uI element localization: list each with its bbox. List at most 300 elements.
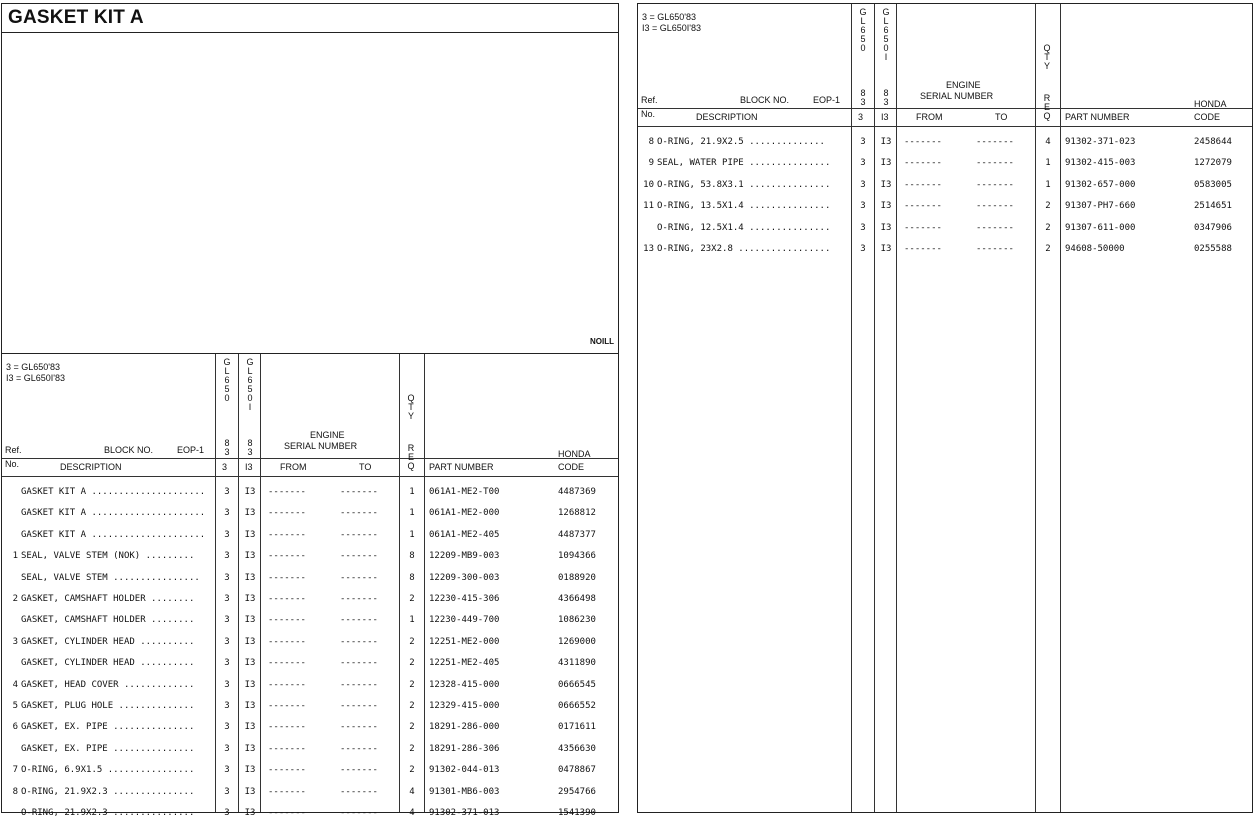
model1-flag: 3	[224, 701, 230, 711]
part-description: GASKET KIT A .....................	[21, 508, 206, 519]
honda-code: 4311890	[558, 658, 596, 669]
model-letter: 0	[860, 43, 866, 53]
code-heading: CODE	[558, 462, 585, 472]
part-description: GASKET, CYLINDER HEAD ..........	[21, 658, 195, 669]
qty-required: 1	[1045, 179, 1051, 190]
part-number: 12251-ME2-405	[429, 658, 500, 669]
serial-number-heading: SERIAL NUMBER	[920, 91, 994, 101]
serial-from: -------	[268, 551, 306, 562]
part-number: 91301-MB6-003	[429, 786, 500, 797]
serial-from: -------	[268, 679, 306, 690]
part-description: GASKET KIT A .....................	[21, 529, 206, 540]
serial-from: -------	[268, 594, 306, 604]
table-row	[2, 653, 618, 674]
part-number: 91302-371-013	[429, 808, 500, 818]
model1-flag: 3	[224, 658, 230, 669]
honda-code: 2954766	[558, 786, 596, 797]
serial-to: -------	[340, 529, 378, 540]
part-number: 91302-044-013	[429, 765, 500, 776]
qty-required: 2	[409, 636, 415, 647]
part-description: SEAL, VALVE STEM (NOK) .........	[21, 551, 195, 562]
model-column-heading	[244, 358, 256, 412]
part-number: 12329-415-000	[429, 701, 500, 711]
qty-heading	[405, 394, 417, 421]
from-heading: FROM	[916, 112, 943, 122]
qty-required: 2	[409, 679, 415, 690]
part-description: O-RING, 53.8X3.1 ...............	[657, 179, 831, 190]
title-divider	[2, 32, 618, 33]
model-letter: 6	[224, 375, 230, 385]
part-number: 18291-286-000	[429, 722, 500, 733]
model-letter: G	[882, 7, 890, 17]
serial-from: -------	[268, 529, 306, 540]
req-letter: Q	[407, 461, 415, 471]
req-letter: E	[407, 452, 414, 462]
ref-number: 8	[648, 137, 654, 147]
part-description: GASKET, CAMSHAFT HOLDER ........	[21, 594, 195, 604]
honda-code: 2458644	[1194, 137, 1232, 147]
part-description: O-RING, 21.9X2.5 ..............	[657, 137, 825, 147]
column-header-divider	[638, 108, 1252, 109]
model2-flag: I3	[244, 765, 256, 776]
part-number: 061A1-ME2-T00	[429, 487, 500, 497]
part-description: O-RING, 6.9X1.5 ................	[21, 765, 195, 776]
part-number: 91302-657-000	[1065, 179, 1136, 190]
model-year-digit: 3	[224, 447, 230, 457]
part-number: 12230-449-700	[429, 615, 500, 626]
ref-number: 10	[643, 179, 654, 190]
qty-required: 8	[409, 572, 415, 583]
honda-code: 1094366	[558, 551, 596, 562]
serial-to: -------	[340, 487, 378, 497]
ref-number: 9	[648, 158, 654, 169]
table-row	[2, 589, 618, 610]
qty-required: 2	[409, 594, 415, 604]
part-number: 94608-50000	[1065, 244, 1125, 254]
model2-flag: I3	[244, 658, 256, 669]
model-code-heading: I3	[881, 112, 889, 122]
serial-to: -------	[976, 201, 1014, 212]
honda-code: 1541390	[558, 808, 596, 818]
serial-from: -------	[904, 244, 942, 254]
qty-required: 2	[1045, 244, 1051, 254]
table-row	[2, 610, 618, 631]
honda-code: 4366498	[558, 594, 596, 604]
part-description: GASKET, CYLINDER HEAD ..........	[21, 636, 195, 647]
model1-flag: 3	[224, 529, 230, 540]
ref-number: 11	[643, 201, 654, 212]
ref-number: 1	[12, 551, 18, 562]
model-year-digit: 3	[860, 97, 866, 107]
honda-code: 0583005	[1194, 179, 1232, 190]
no-heading: No.	[641, 109, 656, 119]
model-letter: 5	[247, 384, 253, 394]
model-year-digit: 8	[247, 438, 253, 448]
part-number: 12230-415-306	[429, 594, 500, 604]
qty-letter: Y	[407, 411, 414, 421]
model-letter: L	[224, 366, 230, 376]
model2-flag: I3	[244, 808, 256, 818]
model-code-heading: 3	[858, 112, 864, 122]
part-description: GASKET KIT A .....................	[21, 487, 206, 497]
qty-letter: Q	[1043, 43, 1051, 53]
req-letter: E	[1043, 102, 1050, 112]
serial-from: -------	[268, 508, 306, 519]
serial-from: -------	[268, 636, 306, 647]
model2-flag: I3	[244, 572, 256, 583]
model-year	[244, 439, 256, 457]
model2-flag: I3	[244, 594, 256, 604]
part-number-heading: PART NUMBER	[1065, 112, 1130, 122]
table-row	[638, 218, 1252, 239]
req-letter: R	[1043, 93, 1051, 103]
serial-to: -------	[340, 679, 378, 690]
model2-flag: I3	[244, 508, 256, 519]
part-number: 12209-MB9-003	[429, 551, 500, 562]
column-header-divider	[2, 458, 618, 459]
serial-from: -------	[268, 701, 306, 711]
part-description: O-RING, 13.5X1.4 ...............	[657, 201, 831, 212]
model-letter: G	[859, 7, 867, 17]
model-letter: L	[883, 16, 889, 26]
serial-to: -------	[340, 594, 378, 604]
ref-number: 5	[12, 701, 18, 711]
engine-heading: ENGINE	[310, 430, 345, 440]
model-year-digit: 8	[860, 88, 866, 98]
part-description: O-RING, 12.5X1.4 ...............	[657, 222, 831, 233]
serial-from: -------	[268, 615, 306, 626]
serial-to: -------	[976, 244, 1014, 254]
model2-flag: I3	[244, 743, 256, 754]
model-letter: L	[247, 366, 253, 376]
req-heading	[405, 444, 417, 471]
header-bottom-divider	[2, 476, 618, 477]
part-description: GASKET, HEAD COVER .............	[21, 679, 195, 690]
table-row	[638, 196, 1252, 217]
model1-flag: 3	[860, 244, 866, 254]
model-letter: L	[860, 16, 866, 26]
model1-flag: 3	[860, 137, 866, 147]
table-row	[2, 503, 618, 524]
table-row	[2, 568, 618, 589]
qty-required: 2	[409, 722, 415, 733]
serial-number-heading: SERIAL NUMBER	[284, 441, 358, 451]
model-letter: I	[248, 402, 252, 412]
model1-flag: 3	[224, 572, 230, 583]
req-letter: R	[407, 443, 415, 453]
req-heading	[1041, 94, 1053, 121]
table-row	[2, 546, 618, 567]
ref-heading: Ref.	[5, 445, 22, 455]
table-row	[638, 153, 1252, 174]
ref-heading: Ref.	[641, 95, 658, 105]
no-heading: No.	[5, 459, 20, 469]
qty-required: 2	[409, 701, 415, 711]
model1-flag: 3	[860, 222, 866, 233]
table-row	[2, 525, 618, 546]
part-number: 12328-415-000	[429, 679, 500, 690]
parts-table-left	[2, 353, 618, 818]
honda-heading: HONDA	[558, 449, 591, 459]
model-letter: G	[223, 357, 231, 367]
qty-required: 1	[409, 487, 415, 497]
model-legend	[6, 362, 65, 384]
model-letter: 0	[224, 393, 230, 403]
header-bottom-divider	[638, 126, 1252, 127]
block-no-heading: BLOCK NO.	[740, 95, 790, 105]
model-letter: 6	[883, 25, 889, 35]
honda-code: 4487369	[558, 487, 596, 497]
honda-code: 0188920	[558, 572, 596, 583]
part-description: SEAL, VALVE STEM ................	[21, 572, 200, 583]
qty-required: 1	[409, 529, 415, 540]
table-row	[638, 239, 1252, 260]
model1-flag: 3	[224, 615, 230, 626]
legend-line: 3 = GL650'83	[642, 12, 697, 22]
model-column-heading	[880, 8, 892, 62]
qty-required: 2	[1045, 222, 1051, 233]
model-letter: G	[246, 357, 254, 367]
serial-to: -------	[340, 808, 378, 818]
qty-letter: Q	[407, 393, 415, 403]
description-heading: DESCRIPTION	[696, 112, 758, 122]
model-letter: 5	[883, 34, 889, 44]
to-heading: TO	[359, 462, 372, 472]
model2-flag: I3	[244, 487, 256, 497]
qty-required: 2	[409, 765, 415, 776]
model-letter: 5	[860, 34, 866, 44]
model1-flag: 3	[224, 743, 230, 754]
model2-flag: I3	[880, 201, 892, 212]
serial-to: -------	[976, 222, 1014, 233]
ref-number: 6	[12, 722, 18, 733]
model1-flag: 3	[860, 158, 866, 169]
model-year-digit: 8	[883, 88, 889, 98]
table-row	[2, 696, 618, 717]
model-letter: 0	[247, 393, 253, 403]
req-letter: Q	[1043, 111, 1051, 121]
serial-to: -------	[340, 508, 378, 519]
serial-from: -------	[268, 572, 306, 583]
model2-flag: I3	[244, 786, 256, 797]
serial-from: -------	[268, 722, 306, 733]
model1-flag: 3	[224, 636, 230, 647]
model-year	[221, 439, 233, 457]
part-number: 91307-611-000	[1065, 222, 1136, 233]
serial-from: -------	[904, 179, 942, 190]
table-row	[638, 175, 1252, 196]
part-description: GASKET, PLUG HOLE ..............	[21, 701, 195, 711]
part-description: GASKET, CAMSHAFT HOLDER ........	[21, 615, 195, 626]
model1-flag: 3	[224, 679, 230, 690]
model2-flag: I3	[244, 529, 256, 540]
table-row	[2, 739, 618, 760]
part-number: 061A1-ME2-405	[429, 529, 500, 540]
honda-code: 0171611	[558, 722, 596, 733]
page-title: GASKET KIT A	[8, 7, 144, 28]
serial-to: -------	[340, 701, 378, 711]
qty-required: 4	[409, 786, 415, 797]
model2-flag: I3	[880, 158, 892, 169]
ref-number: 4	[12, 679, 18, 690]
honda-code: 0478867	[558, 765, 596, 776]
honda-code: 1086230	[558, 615, 596, 626]
honda-code: 4487377	[558, 529, 596, 540]
model2-flag: I3	[244, 615, 256, 626]
ref-number: 2	[12, 594, 18, 604]
model2-flag: I3	[244, 679, 256, 690]
table-row	[2, 632, 618, 653]
serial-to: -------	[340, 658, 378, 669]
model-column-heading	[857, 8, 869, 53]
model2-flag: I3	[244, 701, 256, 711]
qty-required: 1	[409, 508, 415, 519]
part-description: GASKET, EX. PIPE ...............	[21, 743, 195, 754]
parts-table-right	[638, 4, 1252, 812]
honda-code: 2514651	[1194, 201, 1232, 212]
serial-from: -------	[268, 786, 306, 797]
honda-code: 0666552	[558, 701, 596, 711]
serial-to: -------	[340, 722, 378, 733]
block-id: EOP-1	[177, 445, 205, 455]
from-heading: FROM	[280, 462, 307, 472]
honda-code: 0666545	[558, 679, 596, 690]
model1-flag: 3	[224, 722, 230, 733]
honda-code: 0255588	[1194, 244, 1232, 254]
table-row	[2, 482, 618, 503]
serial-to: -------	[340, 572, 378, 583]
honda-code: 0347906	[1194, 222, 1232, 233]
legend-line: I3 = GL650I'83	[6, 373, 66, 383]
model-year	[857, 89, 869, 107]
qty-required: 2	[409, 743, 415, 754]
model2-flag: I3	[880, 137, 892, 147]
serial-to: -------	[976, 179, 1014, 190]
ref-number: 13	[643, 244, 654, 254]
table-row	[2, 675, 618, 696]
part-description: SEAL, WATER PIPE ...............	[657, 158, 831, 169]
right-page	[637, 3, 1253, 813]
model-letter: 6	[860, 25, 866, 35]
qty-letter: Y	[1043, 61, 1050, 71]
part-description: O-RING, 23X2.8 .................	[657, 244, 831, 254]
part-number: 12251-ME2-000	[429, 636, 500, 647]
qty-required: 4	[409, 808, 415, 818]
engine-heading: ENGINE	[946, 80, 981, 90]
table-row	[2, 717, 618, 738]
honda-code: 1269000	[558, 636, 596, 647]
table-row	[638, 132, 1252, 153]
model1-flag: 3	[224, 594, 230, 604]
model1-flag: 3	[860, 179, 866, 190]
serial-from: -------	[268, 743, 306, 754]
honda-code: 1272079	[1194, 158, 1232, 169]
ref-number: 8	[12, 786, 18, 797]
serial-to: -------	[340, 615, 378, 626]
part-number: 91307-PH7-660	[1065, 201, 1136, 212]
serial-to: -------	[340, 551, 378, 562]
description-heading: DESCRIPTION	[60, 462, 122, 472]
model2-flag: I3	[880, 244, 892, 254]
part-number: 12209-300-003	[429, 572, 500, 583]
honda-code: 4356630	[558, 743, 596, 754]
serial-from: -------	[268, 487, 306, 497]
serial-to: -------	[340, 636, 378, 647]
honda-heading: HONDA	[1194, 99, 1227, 109]
model-legend	[642, 12, 701, 34]
part-description: GASKET, EX. PIPE ...............	[21, 722, 195, 733]
serial-to: -------	[340, 743, 378, 754]
serial-to: -------	[340, 765, 378, 776]
part-description: O-RING, 21.9X2.3 ...............	[21, 786, 195, 797]
qty-required: 4	[1045, 137, 1051, 147]
model-year	[880, 89, 892, 107]
model-year-digit: 8	[224, 438, 230, 448]
model-column-heading	[221, 358, 233, 403]
left-page	[1, 3, 619, 818]
model2-flag: I3	[244, 722, 256, 733]
illustration-code: NOILL	[590, 337, 614, 346]
model-year-digit: 3	[247, 447, 253, 457]
part-number: 91302-415-003	[1065, 158, 1136, 169]
part-number-heading: PART NUMBER	[429, 462, 494, 472]
model1-flag: 3	[224, 487, 230, 497]
legend-line: 3 = GL650'83	[6, 362, 61, 372]
serial-to: -------	[340, 786, 378, 797]
serial-to: -------	[976, 137, 1014, 147]
serial-from: -------	[268, 765, 306, 776]
model-letter: I	[884, 52, 888, 62]
qty-required: 1	[409, 615, 415, 626]
block-id: EOP-1	[813, 95, 841, 105]
part-number: 061A1-ME2-000	[429, 508, 500, 519]
model1-flag: 3	[224, 786, 230, 797]
model-letter: 0	[883, 43, 889, 53]
model-letter: 5	[224, 384, 230, 394]
model1-flag: 3	[224, 508, 230, 519]
serial-from: -------	[268, 808, 306, 818]
model-letter: 6	[247, 375, 253, 385]
model1-flag: 3	[224, 551, 230, 562]
model1-flag: 3	[224, 808, 230, 818]
table-row	[2, 782, 618, 803]
qty-required: 1	[1045, 158, 1051, 169]
model-code-heading: 3	[222, 462, 228, 472]
serial-from: -------	[904, 158, 942, 169]
serial-from: -------	[904, 222, 942, 233]
model1-flag: 3	[224, 765, 230, 776]
part-number: 18291-286-306	[429, 743, 500, 754]
serial-from: -------	[904, 137, 942, 147]
model2-flag: I3	[880, 222, 892, 233]
part-description: O-RING, 21.9X2.3 ...............	[21, 808, 195, 818]
honda-code: 1268812	[558, 508, 596, 519]
qty-letter: T	[408, 402, 414, 412]
qty-required: 2	[1045, 201, 1051, 212]
qty-required: 8	[409, 551, 415, 562]
model-year-digit: 3	[883, 97, 889, 107]
serial-from: -------	[268, 658, 306, 669]
ref-number: 7	[12, 765, 18, 776]
model-code-heading: I3	[245, 462, 253, 472]
legend-line: I3 = GL650I'83	[642, 23, 702, 33]
model2-flag: I3	[244, 636, 256, 647]
model2-flag: I3	[880, 179, 892, 190]
table-row	[2, 760, 618, 781]
qty-required: 2	[409, 658, 415, 669]
model1-flag: 3	[860, 201, 866, 212]
qty-letter: T	[1044, 52, 1050, 62]
